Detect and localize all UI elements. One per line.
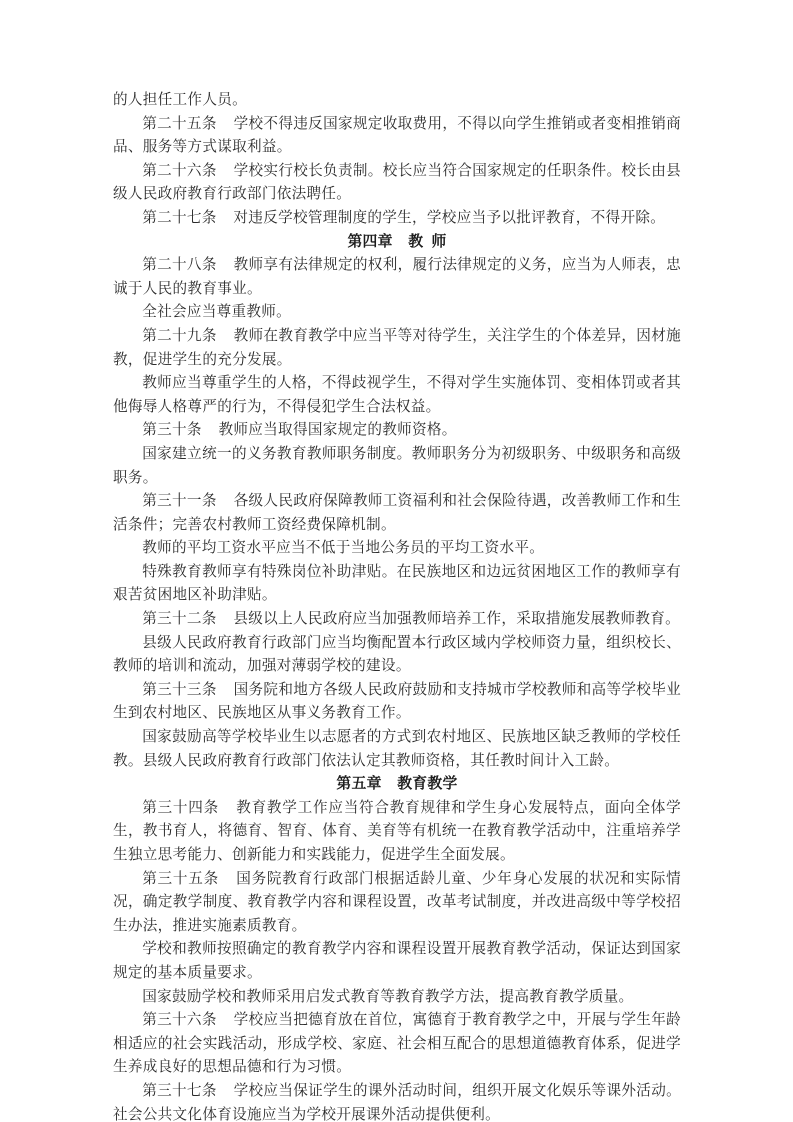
chapter-number: 第四章 <box>347 232 393 250</box>
article-text: 国务院教育行政部门根据适龄儿童、少年身心发展的状况和实际情况，确定教学制度、教育教学内容和课程设置，改革考试制度，并改进高级中等学校招生办法，推进实施素质教育。 <box>113 869 681 934</box>
article-text: 学校应当把德育放在首位，寓德育于教育教学之中，开展与学生年龄相适应的社会实践活动，形成学校、家庭、社会相互配合的思想道德教育体系，促进学生养成良好的思想品德和行为习惯。 <box>113 1011 681 1076</box>
article-label: 第三十条 <box>142 421 202 439</box>
article-text: 学校应当保证学生的课外活动时间，组织开展文化娱乐等课外活动。社会公共文化体育设施应当为学校开展课外活动提供便利。 <box>113 1081 681 1122</box>
article-text: 学校实行校长负责制。校长应当符合国家规定的任职条件。校长由县级人民政府教育行政部门依法聘任。 <box>113 161 681 203</box>
paragraph-text: 国家建立统一的义务教育教师职务制度。教师职务分为初级职务、中级职务和高级职务。 <box>113 444 681 486</box>
article-paragraph <box>113 867 681 938</box>
article-paragraph <box>113 607 681 631</box>
body-paragraph <box>113 985 681 1009</box>
paragraph-text: 教师的平均工资水平应当不低于当地公务员的平均工资水平。 <box>142 539 545 557</box>
paragraph-text: 教师应当尊重学生的人格，不得歧视学生，不得对学生实施体罚、变相体罚或者其他侮辱人格尊严的行为，不得侵犯学生合法权益。 <box>113 374 681 415</box>
chapter-number: 第五章 <box>336 775 382 793</box>
article-label: 第三十四条 <box>142 798 219 816</box>
article-label: 第三十七条 <box>142 1081 217 1099</box>
article-paragraph <box>113 206 681 230</box>
article-paragraph <box>113 324 681 371</box>
chapter-heading <box>113 772 681 796</box>
article-text: 教师享有法律规定的权利，履行法律规定的义务，应当为人师表，忠诚于人民的教育事业。 <box>113 256 681 297</box>
body-paragraph <box>113 442 681 489</box>
document-text-block <box>113 88 681 1122</box>
article-label: 第三十三条 <box>142 680 217 698</box>
body-paragraph <box>113 937 681 984</box>
paragraph-text: 全社会应当尊重教师。 <box>142 303 292 321</box>
article-text: 国务院和地方各级人民政府鼓励和支持城市学校教师和高等学校毕业生到农村地区、民族地区从事义务教育工作。 <box>113 680 681 722</box>
body-paragraph <box>113 300 681 324</box>
article-paragraph <box>113 253 681 300</box>
article-label: 第二十六条 <box>142 161 217 179</box>
article-label: 第三十一条 <box>142 492 217 510</box>
article-paragraph <box>113 678 681 725</box>
article-label: 第二十九条 <box>142 326 217 344</box>
article-label: 第二十七条 <box>142 208 217 226</box>
article-paragraph <box>113 489 681 536</box>
paragraph-text: 的人担任工作人员。 <box>113 91 247 108</box>
body-paragraph <box>113 88 681 112</box>
chapter-title-part: 教育教学 <box>397 775 458 793</box>
article-label: 第三十六条 <box>142 1011 217 1029</box>
body-paragraph <box>113 725 681 772</box>
paragraph-text: 学校和教师按照确定的教育教学内容和课程设置开展教育教学活动，保证达到国家规定的基本质量要求。 <box>113 940 681 981</box>
chapter-heading <box>113 230 681 254</box>
article-paragraph <box>113 796 681 867</box>
body-paragraph <box>113 631 681 678</box>
article-paragraph <box>113 1079 681 1122</box>
body-paragraph <box>113 536 681 560</box>
paragraph-text: 国家鼓励高等学校毕业生以志愿者的方式到农村地区、民族地区缺乏教师的学校任教。县级人民政府教育行政部门依法认定其教师资格，其任教时间计入工龄。 <box>113 728 681 769</box>
article-text: 对违反学校管理制度的学生，学校应当予以批评教育，不得开除。 <box>233 208 666 226</box>
article-paragraph <box>113 112 681 159</box>
article-text: 各级人民政府保障教师工资福利和社会保险待遇，改善教师工作和生活条件；完善农村教师工资经费保障机制。 <box>113 492 681 533</box>
body-paragraph <box>113 560 681 607</box>
article-paragraph <box>113 1008 681 1079</box>
article-paragraph <box>113 418 681 442</box>
paragraph-text: 县级人民政府教育行政部门应当均衡配置本行政区域内学校师资力量，组织校长、教师的培训和流动，加强对薄弱学校的建设。 <box>113 633 681 675</box>
article-label: 第二十八条 <box>142 256 217 274</box>
article-paragraph <box>113 159 681 206</box>
paragraph-text: 国家鼓励学校和教师采用启发式教育等教育教学方法，提高教育教学质量。 <box>142 987 634 1005</box>
article-text: 教育教学工作应当符合教育规律和学生身心发展特点，面向全体学生，教书育人，将德育、智育、体育、美育等有机统一在教育教学活动中，注重培养学生独立思考能力、创新能力和实践能力，促进学生全面发展。 <box>113 798 681 863</box>
article-label: 第三十五条 <box>142 869 219 887</box>
article-label: 第二十五条 <box>142 114 217 132</box>
chapter-title-part: 师 <box>431 232 447 250</box>
article-label: 第三十二条 <box>142 610 217 628</box>
article-text: 教师应当取得国家规定的教师资格。 <box>218 421 457 439</box>
article-text: 教师在教育教学中应当平等对待学生，关注学生的个体差异，因材施教，促进学生的充分发展。 <box>113 326 681 368</box>
article-text: 县级以上人民政府应当加强教师培养工作，采取措施发展教师教育。 <box>233 610 680 628</box>
body-paragraph <box>113 371 681 418</box>
article-text: 学校不得违反国家规定收取费用，不得以向学生推销或者变相推销商品、服务等方式谋取利益。 <box>113 114 681 156</box>
chapter-title-part: 教 <box>408 232 424 250</box>
paragraph-text: 特殊教育教师享有特殊岗位补助津贴。在民族地区和边远贫困地区工作的教师享有艰苦贫困地区补助津贴。 <box>113 562 681 604</box>
